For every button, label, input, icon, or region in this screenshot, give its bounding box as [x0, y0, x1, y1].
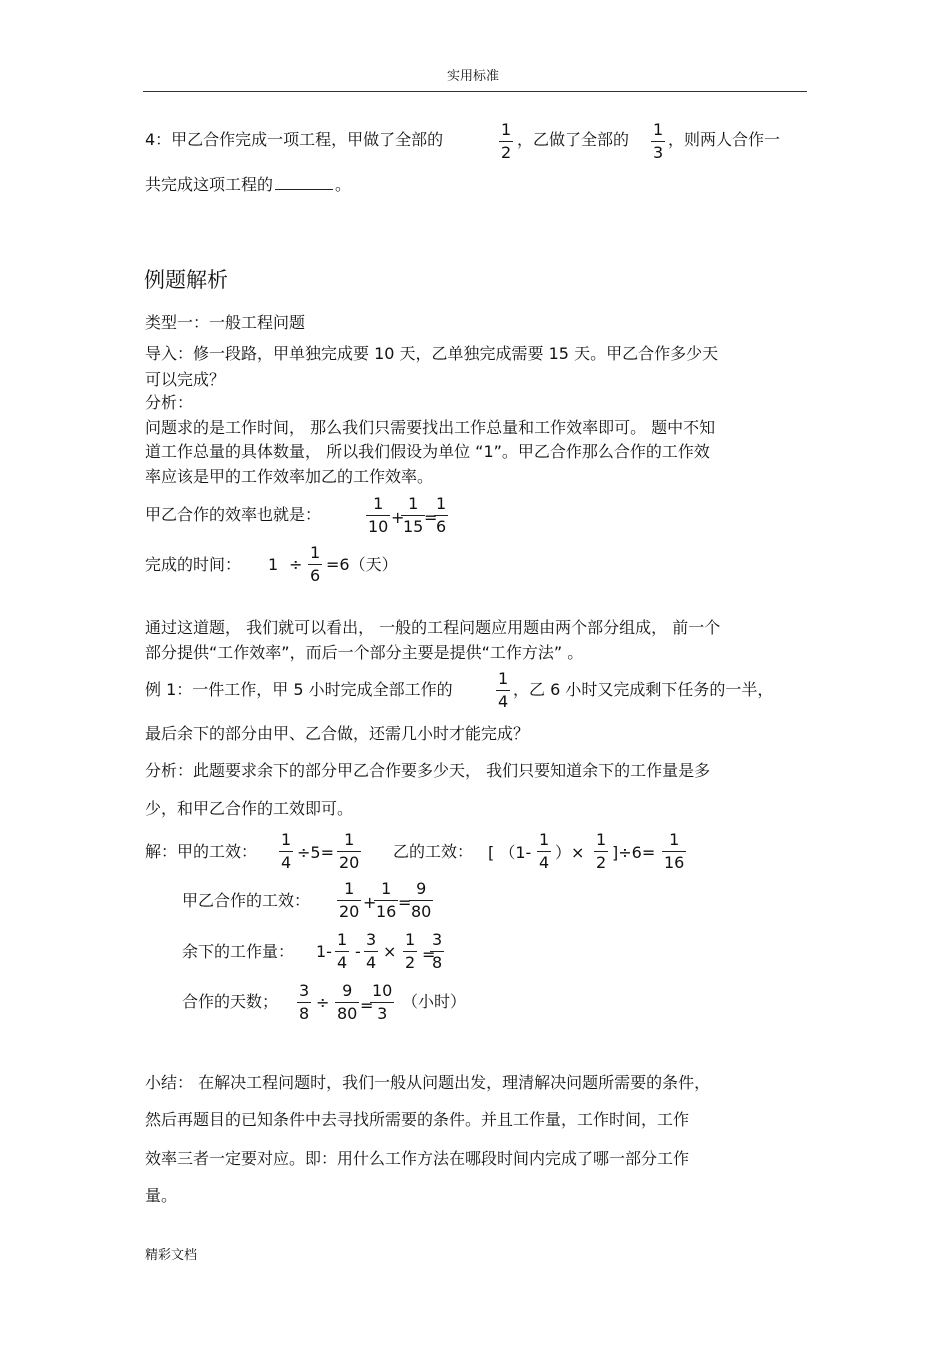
- q4-line1-suffix: ，则两人合作一: [668, 130, 781, 149]
- sol-yi-frac2: $\frac{1}{2}$: [596, 830, 607, 872]
- sol-yi-mid: ）×: [555, 843, 585, 862]
- rem-frac-a: $\frac{1}{4}$: [337, 930, 348, 972]
- eff-eq: =: [424, 508, 438, 527]
- comb-eq: =: [398, 893, 412, 912]
- ex1-line1-suffix: ，乙 6 小时又完成剩下任务的一半，: [513, 680, 774, 699]
- comb-result: $\frac{9}{80}$: [411, 879, 432, 921]
- intro-line1: 导入：修一段路，甲单独完成要 10 天，乙单独完成需要 15 天。甲乙合作多少天: [145, 344, 719, 363]
- sol-yi-frac1: $\frac{1}{4}$: [539, 830, 550, 872]
- days-frac-a: $\frac{3}{8}$: [299, 981, 310, 1023]
- q4-mid: ，乙做了全部的: [517, 130, 630, 149]
- conclusion-line1: 小结： 在解决工程问题时，我们一般从问题出发，理清解决问题所需要的条件，: [145, 1073, 711, 1092]
- comb-plus: +: [363, 893, 377, 912]
- days-unit: （小时）: [402, 992, 467, 1011]
- ex1-line1-prefix: 例 1：一件工作，甲 5 小时完成全部工作的: [145, 680, 453, 699]
- type1-heading: 类型一：一般工程问题: [145, 313, 306, 332]
- sol-jia-op: ÷5=: [297, 843, 334, 862]
- section-title: 例题解析: [144, 268, 228, 292]
- ex1-analysis2: 少，和甲乙合作的工效即可。: [145, 799, 354, 818]
- rem-minus: -: [355, 942, 361, 961]
- ex1-fraction: $\frac{1}{4}$: [498, 669, 509, 711]
- analysis-line2: 道工作总量的具体数量， 所以我们假设为单位 “1”。甲乙合作那么合作的工作效: [145, 442, 710, 461]
- conclusion-line2: 然后再题目的已知条件中去寻找所需要的条件。并且工作量，工作时间，工作: [145, 1110, 690, 1129]
- sol-jia-result: $\frac{1}{20}$: [339, 830, 360, 872]
- page-footer: 精彩文档: [145, 1248, 198, 1263]
- q4-line2: 共完成这项工程的 。: [145, 175, 352, 194]
- time-one: 1: [268, 555, 279, 574]
- sol-yi-open: [ （1-: [488, 843, 532, 862]
- sol-jia-frac: $\frac{1}{4}$: [281, 830, 292, 872]
- q4-fraction-2: $\frac{1}{3}$: [653, 120, 664, 162]
- days-frac-b: $\frac{9}{80}$: [337, 981, 358, 1023]
- summary-line2: 部分提供“工作效率”，而后一个部分主要是提供“工作方法” 。: [145, 643, 584, 662]
- eff-frac-b: $\frac{1}{15}$: [403, 494, 424, 536]
- analysis-label: 分析：: [145, 393, 194, 412]
- page-header: 实用标准: [447, 69, 500, 84]
- days-div: ÷: [316, 993, 330, 1012]
- ex1-analysis1: 分析：此题要求余下的部分甲乙合作要多少天， 我们只要知道余下的工作量是多: [145, 761, 711, 780]
- eff-plus: +: [391, 508, 405, 527]
- answer-blank[interactable]: [275, 189, 333, 190]
- rem-one: 1-: [316, 942, 332, 961]
- sol-yi-close: ]÷6=: [612, 843, 656, 862]
- q4-line1-prefix: 4：甲乙合作完成一项工程，甲做了全部的: [145, 130, 444, 149]
- eff-frac-a: $\frac{1}{10}$: [368, 494, 389, 536]
- sol-yi-label: 乙的工效：: [393, 842, 474, 861]
- time-frac: $\frac{1}{6}$: [310, 543, 321, 585]
- time-label: 完成的时间：: [145, 555, 242, 574]
- analysis-line3: 率应该是甲的工作效率加乙的工作效率。: [145, 467, 434, 486]
- days-eq: =: [360, 996, 374, 1015]
- comb-frac-a: $\frac{1}{20}$: [339, 879, 360, 921]
- time-result: =6（天）: [326, 555, 398, 574]
- eff-label: 甲乙合作的效率也就是：: [145, 505, 322, 524]
- sol-label: 解：甲的工效：: [145, 842, 258, 861]
- comb-label: 甲乙合作的工效：: [182, 891, 311, 910]
- eff-frac-c: $\frac{1}{6}$: [436, 494, 447, 536]
- rem-frac-b: $\frac{3}{4}$: [366, 930, 377, 972]
- sol-yi-result: $\frac{1}{16}$: [664, 830, 685, 872]
- days-result: $\frac{10}{3}$: [372, 981, 393, 1023]
- days-label: 合作的天数；: [182, 992, 279, 1011]
- analysis-line1: 问题求的是工作时间， 那么我们只需要找出工作总量和工作效率即可。 题中不知: [145, 418, 716, 437]
- comb-frac-b: $\frac{1}{16}$: [376, 879, 397, 921]
- ex1-line2: 最后余下的部分由甲、乙合做，还需几小时才能完成？: [145, 724, 530, 743]
- rem-label: 余下的工作量：: [182, 942, 295, 961]
- conclusion-line4: 量。: [145, 1186, 178, 1205]
- rem-frac-c: $\frac{1}{2}$: [405, 930, 416, 972]
- rem-times: ×: [383, 942, 397, 961]
- rem-eq: =: [422, 945, 436, 964]
- conclusion-line3: 效率三者一定要对应。即：用什么工作方法在哪段时间内完成了哪一部分工作: [145, 1149, 690, 1168]
- time-div: ÷: [289, 555, 303, 574]
- rem-result: $\frac{3}{8}$: [432, 930, 443, 972]
- intro-line2: 可以完成？: [145, 370, 226, 389]
- q4-fraction-1: $\frac{1}{2}$: [501, 120, 512, 162]
- summary-line1: 通过这道题， 我们就可以看出， 一般的工程问题应用题由两个部分组成， 前一个: [145, 618, 721, 637]
- header-rule: [143, 91, 807, 92]
